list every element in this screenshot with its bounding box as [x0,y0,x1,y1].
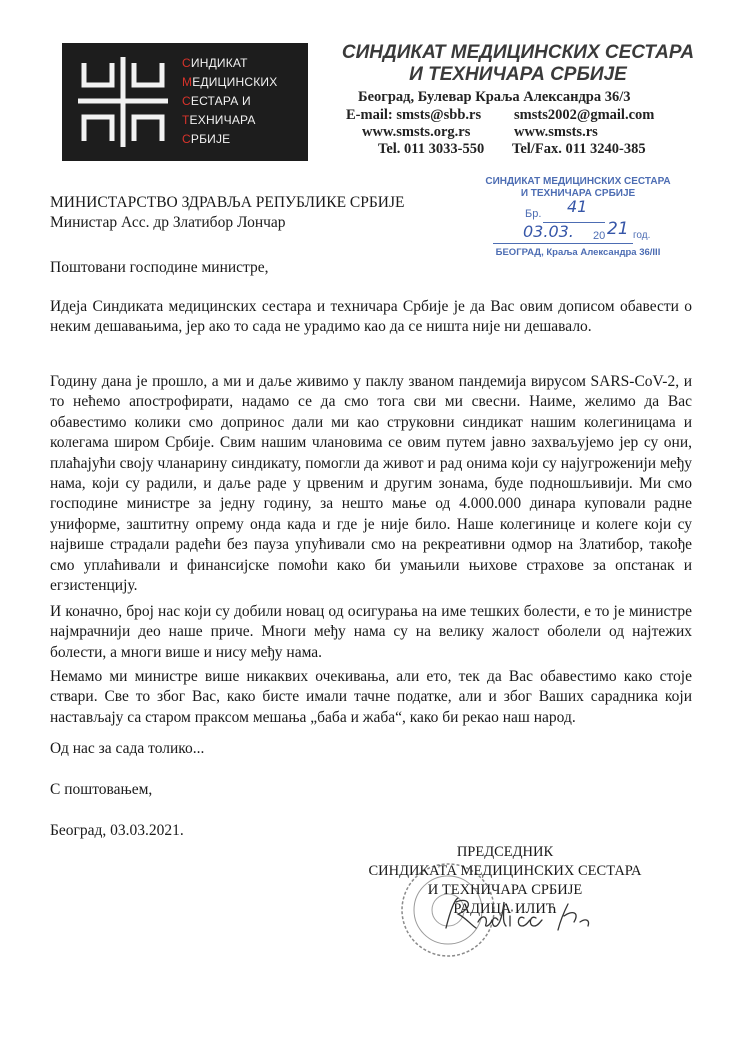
phone-number: Tel. 011 3033-550 [378,141,485,157]
stamp-year-value: 21 [607,219,629,239]
letter-greeting: Поштовани господине министре, [50,259,269,276]
signatory-name: РАДИЦА ИЛИЋ [453,901,557,917]
signatory-title: ПРЕДСЕДНИК [456,844,554,860]
website-primary: www.smsts.org.rs [362,124,471,140]
stamp-org-line2: И ТЕХНИЧАРА СРБИЈЕ [520,188,636,199]
paragraph-expectations: Немамо ми министре више никаквих очекивања, али ето, тек да Вас обавестимо како стоје ствари. Све то због Вас, како бисте имали тачне податке, али и због Ваших сарадника који настављају са старом праксом мешања „баба и жаба“, како би рекао наш народ. [50,668,692,726]
logo-text-line: СРБИЈЕ [182,132,231,146]
website-secondary: www.smsts.rs [514,124,598,140]
org-name-line2: И ТЕХНИЧАРА СРБИЈЕ [409,64,627,85]
phone-fax-number: Tel/Fax. 011 3240-385 [512,141,646,157]
stamp-org-line1: СИНДИКАТ МЕДИЦИНСКИХ СЕСТАРА [485,176,671,187]
stamp-number-label: Бр. [525,208,542,220]
paragraph-pandemic: Годину дана је прошло, а ми и даље живимо у паклу званом пандемија вирусом SARS-CoV-2, и то нећемо апострофирати, надамо се да смо тога сви ми свесни. Наиме, желимо да Вас обавестимо колики смо допринос дали ми као струковни синдикат нашим колегиницама и колегама широм Србије. Свим нашим члановима се овим путем јавно захваљујемо јер су они, плаћајући своју чланарину синдикату, помогли да живот и рад онима који су најугроженији међу нама, који су радили, и даље раде у црвеним и другим зонама, буде подношљивији. Ми смо господине министре за једну годину, за нешто мање од 4.000.000 динара куповали радне униформе, заштитну опрему онда када и где је није било. Наше колегинице и колеге који су највише страдали радећи без пауза упућивали смо на рекреативни одмор на Златибор, такође смо уплаћивали и финансијске помоћи како би умањили њихове страхове за опстанак и егзистенцију. [50,373,692,595]
cross-emblem-icon [76,55,170,149]
logo-text-line: ТЕХНИЧАРА [182,113,256,127]
org-name-line1: СИНДИКАТ МЕДИЦИНСКИХ СЕСТАРА [341,42,695,63]
stamp-date-line [493,243,633,244]
signatory-org-line2: И ТЕХНИЧАРА СРБИЈЕ [427,882,583,898]
letter-place-date: Београд, 03.03.2021. [50,822,184,839]
letter-closing: С поштовањем, [50,781,153,798]
stamp-year-suffix: год. [633,230,651,241]
registry-stamp [483,176,673,259]
paragraph-closing-note: Од нас за сада толико... [50,740,205,757]
email-secondary: smsts2002@gmail.com [514,107,655,123]
paragraph-intro: Идеја Синдиката медицинских сестара и техничара Србије је да Вас овим дописом обавести о неким дешавањима, јер ако то сада не урадимо као да се ништа није ни дешавало. [50,298,692,336]
union-logo [62,43,308,161]
signatory-org-line1: СИНДИКАТА МЕДИЦИНСКИХ СЕСТАРА [368,863,642,879]
stamp-address: БЕОГРАД, Краља Александра 36/III [495,247,661,258]
stamp-number-value: 41 [567,197,588,216]
logo-text-line: СИНДИКАТ [182,56,248,70]
stamp-date-value: 03.03. [523,222,574,241]
recipient-ministry: МИНИСТАРСТВО ЗДРАВЉА РЕПУБЛИКЕ СРБИЈЕ [50,194,405,211]
email-primary: E-mail: smsts@sbb.rs [346,107,482,123]
paragraph-illness: И коначно, број нас који су добили новац од осигурања на име тешких болести, е то је министре најмрачнији део наше приче. Многи међу нама су на велику жалост оболели од најтежих болести, а многи више и нису међу нама. [50,603,692,661]
logo-text-line: МЕДИЦИНСКИХ [182,75,278,89]
logo-text-line: СЕСТАРА И [182,94,251,108]
org-address: Београд, Булевар Краља Александра 36/3 [358,89,631,105]
stamp-year-prefix: 20 [593,230,606,242]
recipient-minister: Министар Асс. др Златибор Лончар [50,214,286,231]
handwritten-signature-icon [440,892,610,938]
